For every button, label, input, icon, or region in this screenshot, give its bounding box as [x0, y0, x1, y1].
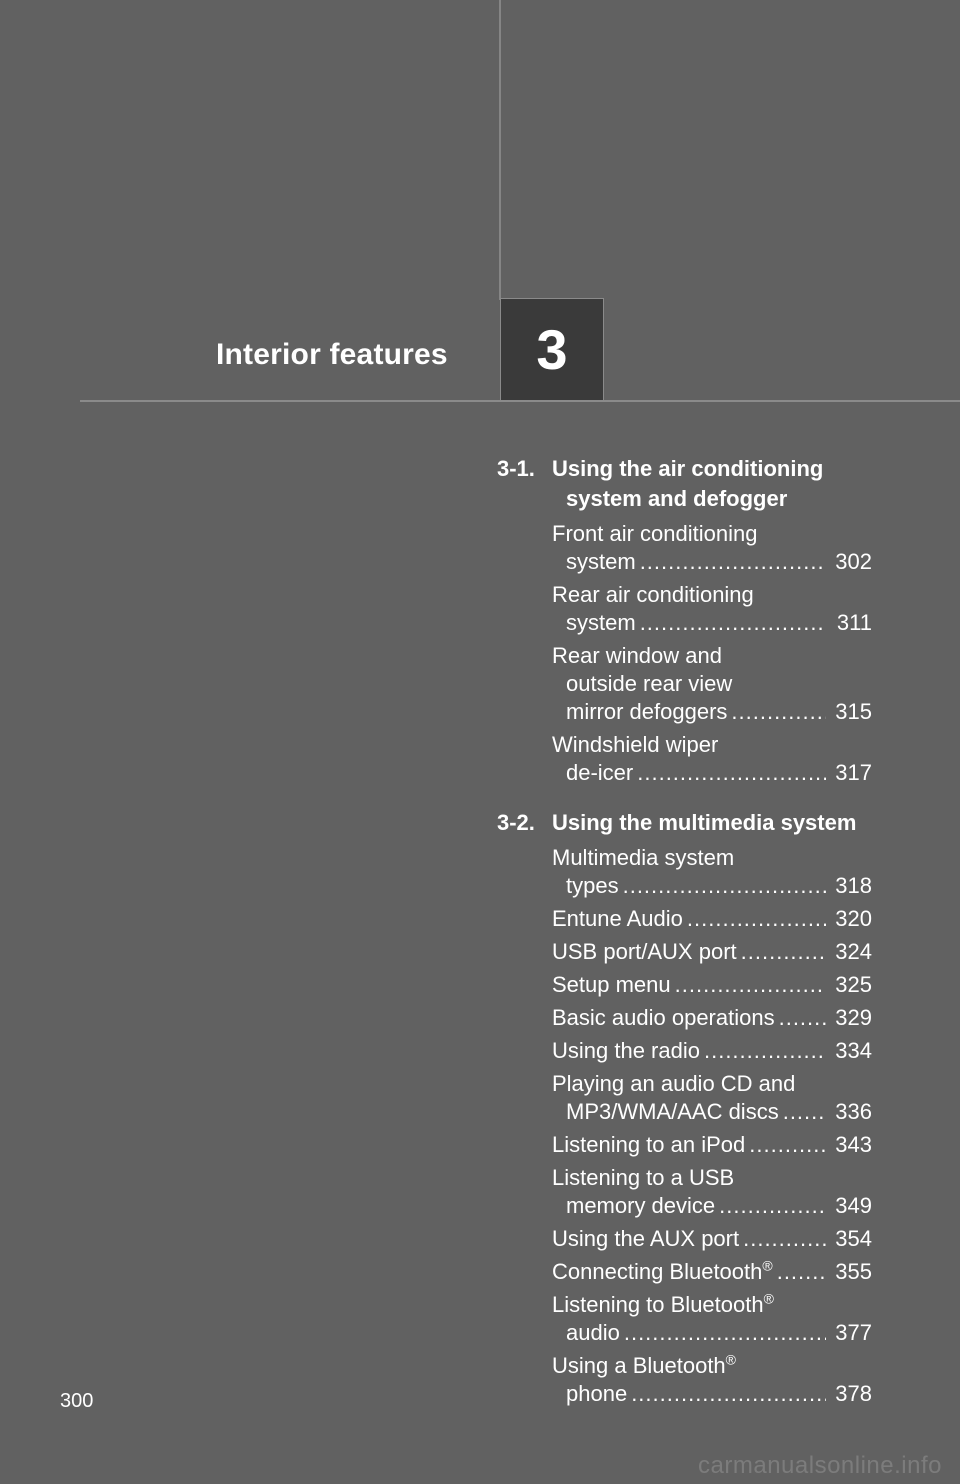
dot-leader — [675, 971, 826, 999]
entry-text-line: types — [566, 873, 619, 898]
toc-entry[interactable] — [497, 1037, 872, 1065]
section-heading[interactable] — [497, 454, 872, 514]
entry-text-line: Basic audio operations — [552, 1005, 775, 1030]
entry-last-line — [552, 1004, 872, 1032]
page-reference: 336 — [835, 1099, 872, 1124]
chapter-number-box — [500, 298, 604, 400]
header-vertical-rule — [499, 0, 501, 300]
entry-last-line — [552, 1319, 872, 1347]
section-heading[interactable] — [497, 808, 872, 838]
entry-last-line — [552, 1037, 872, 1065]
toc-entry[interactable] — [497, 1164, 872, 1220]
entry-text-line: system — [566, 610, 636, 635]
toc-section — [497, 454, 872, 787]
toc-entry[interactable] — [497, 971, 872, 999]
toc-entry[interactable] — [497, 844, 872, 900]
page-reference: 334 — [835, 1038, 872, 1063]
entry-text-line: Entune Audio — [552, 906, 683, 931]
entry-text-line: Listening to a USB — [552, 1165, 735, 1190]
dot-leader — [637, 759, 826, 787]
section-number: 3-1. — [497, 456, 535, 481]
entry-text-line: mirror defoggers — [566, 699, 728, 724]
dot-leader — [624, 1319, 826, 1347]
dot-leader — [777, 1258, 826, 1286]
section-title-line: Using the multimedia system — [552, 810, 857, 835]
dot-leader — [741, 938, 826, 966]
dot-leader — [783, 1098, 826, 1126]
entry-text-line: outside rear view — [566, 671, 733, 696]
watermark: carmanualsonline.info — [698, 1452, 942, 1479]
entry-last-line — [552, 609, 872, 637]
entry-text-line: Listening to an iPod — [552, 1132, 746, 1157]
toc-entry[interactable] — [497, 1004, 872, 1032]
section-number: 3-2. — [497, 810, 535, 835]
entry-text-line: de-icer — [566, 760, 634, 785]
toc-entry[interactable] — [497, 1131, 872, 1159]
entry-last-line — [552, 905, 872, 933]
entry-text-line: Using the AUX port — [552, 1226, 740, 1251]
dot-leader — [687, 905, 826, 933]
entry-text-line: phone — [566, 1381, 628, 1406]
entry-text-line: Windshield wiper — [552, 732, 719, 757]
entry-text-line: system — [566, 549, 636, 574]
section-title-line: system and defogger — [566, 486, 788, 511]
section-title — [552, 808, 872, 838]
dot-leader — [719, 1192, 826, 1220]
entry-last-line — [552, 548, 872, 576]
page-reference: 324 — [835, 939, 872, 964]
dot-leader — [743, 1225, 826, 1253]
toc-entry[interactable] — [497, 731, 872, 787]
entry-text-line: Setup menu — [552, 972, 671, 997]
entry-last-line — [552, 1225, 872, 1253]
entry-text-line: Listening to Bluetooth® — [552, 1290, 774, 1317]
entry-last-line — [552, 1098, 872, 1126]
entry-text-line: MP3/WMA/AAC discs — [566, 1099, 779, 1124]
entry-text-line: Rear window and — [552, 643, 722, 668]
entry-last-line — [552, 971, 872, 999]
entry-text-line: Rear air conditioning — [552, 582, 754, 607]
entry-text-line: memory device — [566, 1193, 716, 1218]
entry-text-line: Using a Bluetooth® — [552, 1351, 736, 1378]
entry-last-line — [552, 1380, 872, 1408]
entry-last-line — [552, 872, 872, 900]
toc-entry[interactable] — [497, 642, 872, 726]
toc-entry[interactable] — [497, 520, 872, 576]
dot-leader — [623, 872, 826, 900]
table-of-contents — [497, 454, 872, 1429]
dot-leader — [704, 1037, 826, 1065]
page-reference: 311 — [836, 610, 872, 635]
page-reference: 318 — [835, 873, 872, 898]
page-reference: 355 — [835, 1259, 872, 1284]
header-horizontal-rule — [80, 400, 960, 402]
page-reference: 377 — [835, 1320, 872, 1345]
dot-leader — [640, 609, 826, 637]
page-reference: 329 — [835, 1005, 872, 1030]
dot-leader — [631, 1380, 826, 1408]
dot-leader — [749, 1131, 826, 1159]
entry-last-line — [552, 1192, 872, 1220]
toc-entry[interactable] — [497, 1070, 872, 1126]
entry-text-line: Playing an audio CD and — [552, 1071, 796, 1096]
chapter-title: Interior features — [216, 338, 448, 371]
toc-entry[interactable] — [497, 905, 872, 933]
page-reference: 378 — [835, 1381, 872, 1406]
entry-last-line — [552, 1258, 872, 1286]
dot-leader — [731, 698, 826, 726]
page-reference: 302 — [835, 549, 872, 574]
page-reference: 354 — [835, 1226, 872, 1251]
page-reference: 320 — [835, 906, 872, 931]
entry-text-line: Using the radio — [552, 1038, 700, 1063]
page-reference: 315 — [835, 699, 872, 724]
page-reference: 343 — [835, 1132, 872, 1157]
entry-text-line: Multimedia system — [552, 845, 735, 870]
entry-last-line — [552, 698, 872, 726]
section-title-line: Using the air conditioning — [552, 456, 824, 481]
dot-leader — [640, 548, 826, 576]
page-reference: 325 — [835, 972, 872, 997]
entry-text-line: Connecting Bluetooth® — [552, 1257, 773, 1284]
chapter-number: 3 — [536, 317, 568, 381]
entry-last-line — [552, 759, 872, 787]
entry-text-line: Front air conditioning — [552, 521, 758, 546]
toc-entry[interactable] — [497, 1352, 872, 1408]
entry-text-line: audio — [566, 1320, 620, 1345]
entry-last-line — [552, 938, 872, 966]
toc-entry[interactable] — [497, 1291, 872, 1347]
toc-entry[interactable] — [497, 581, 872, 637]
entry-last-line — [552, 1131, 872, 1159]
page-reference: 349 — [835, 1193, 872, 1218]
toc-entry[interactable] — [497, 938, 872, 966]
toc-entry[interactable] — [497, 1258, 872, 1286]
dot-leader — [779, 1004, 826, 1032]
section-title — [552, 454, 872, 514]
page-number: 300 — [60, 1390, 94, 1412]
page-reference: 317 — [835, 760, 872, 785]
toc-section — [497, 808, 872, 1408]
toc-entry[interactable] — [497, 1225, 872, 1253]
entry-text-line: USB port/AUX port — [552, 939, 737, 964]
